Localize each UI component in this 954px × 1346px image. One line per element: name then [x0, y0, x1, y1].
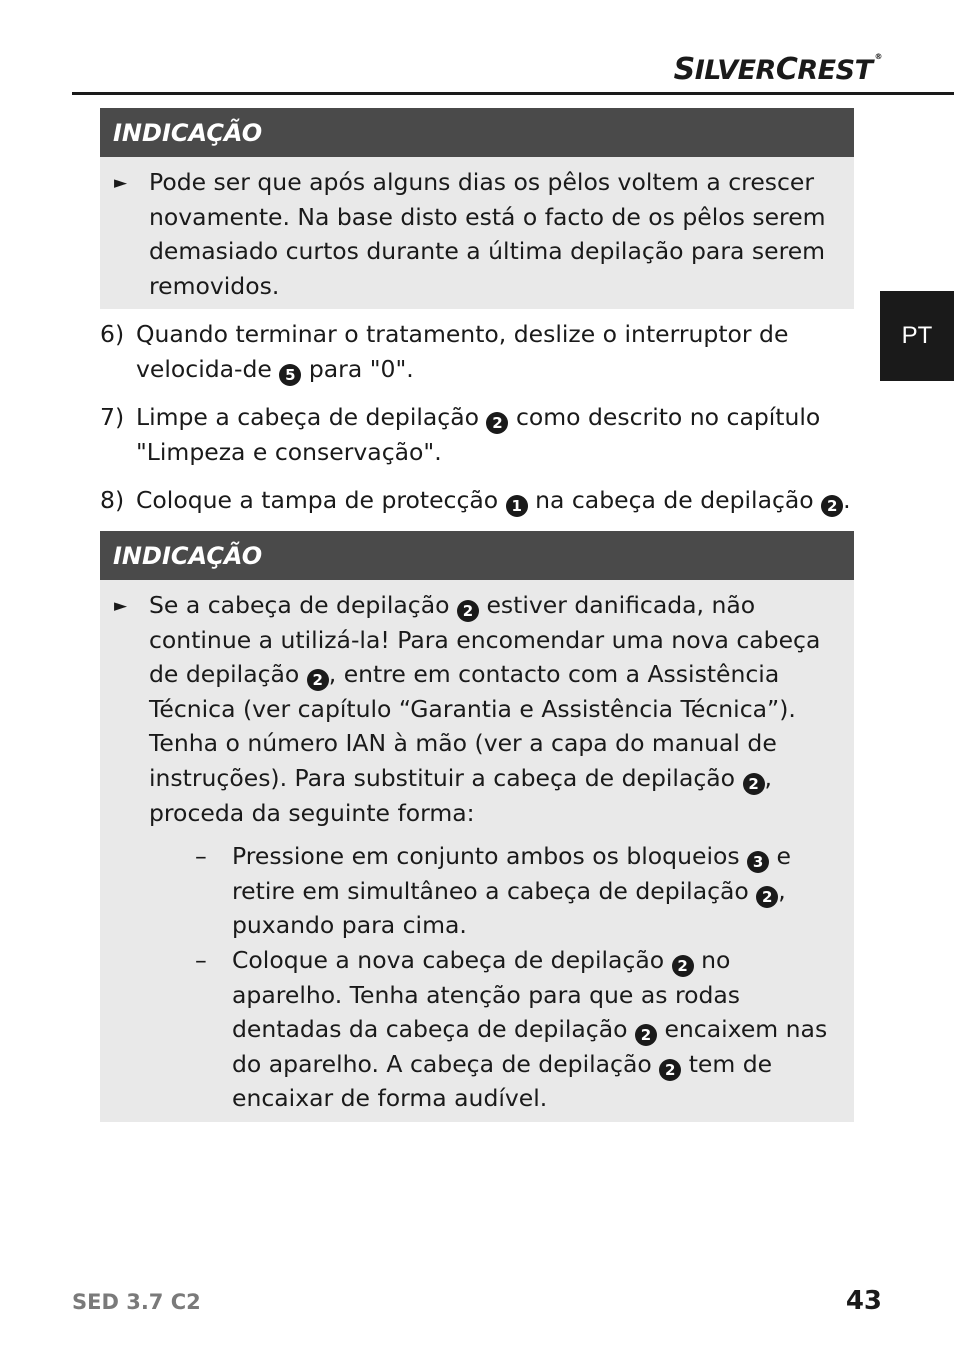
- circled-number-icon: 2: [659, 1059, 681, 1081]
- sub-step-1: [195, 839, 840, 943]
- note-box-2: [100, 531, 854, 1122]
- circled-number-icon: 1: [506, 495, 528, 517]
- note-bullet: [114, 165, 840, 303]
- step-number: 6): [100, 320, 125, 348]
- circled-number-icon: 2: [635, 1024, 657, 1046]
- triangle-bullet-icon: ►: [114, 173, 128, 193]
- note-title: INDICAÇÃO: [100, 108, 854, 157]
- model-number: SED 3.7 C2: [72, 1290, 201, 1314]
- step-number: 7): [100, 403, 125, 431]
- sub-step-text: Coloque a nova cabeça de depilação 2 no aparelho. Tenha atenção para que as rodas dentadas da cabeça de depilação 2 encaixem nas do aparelho. A cabeça de depilação 2 tem de encaixar de forma audível.: [232, 945, 828, 1113]
- note-bullet-text: Se a cabeça de depilação 2 estiver danificada, não continue a utilizá-la! Para encomendar uma nova cabeça de depilação 2 , entre em contacto com a Assistência Técnica (ver capítulo “Garantia e Assistência Técnica”). Tenha o número IAN à mão (ver a capa do manual de instruções). Para substituir a cabeça de depilação 2 , proceda da seguinte forma:: [149, 591, 821, 827]
- circled-number-icon: 2: [756, 886, 778, 908]
- header-rule: [72, 92, 954, 95]
- circled-number-icon: 2: [486, 412, 508, 434]
- step-7: [100, 400, 860, 469]
- circled-number-icon: 2: [457, 600, 479, 622]
- sub-step-text: Pressione em conjunto ambos os bloqueios 3 e retire em simultâneo a cabeça de depilação 2 , puxando para cima.: [232, 842, 792, 940]
- step-text: Quando terminar o tratamento, deslize o interruptor de velocida-de 5 para "0".: [136, 320, 789, 384]
- note-title: INDICAÇÃO: [100, 531, 854, 580]
- note-box-1: [100, 108, 854, 309]
- dash-bullet: –: [195, 945, 207, 974]
- circled-number-icon: 2: [821, 495, 843, 517]
- dash-bullet: –: [195, 842, 207, 871]
- circled-number-icon: 2: [672, 955, 694, 977]
- circled-number-icon: 5: [279, 364, 301, 386]
- step-text: Coloque a tampa de protecção 1 na cabeça de depilação 2 .: [136, 486, 851, 515]
- language-tab: PT: [880, 291, 954, 381]
- step-number: 8): [100, 486, 125, 514]
- sub-step-2: [195, 943, 840, 1116]
- circled-number-icon: 2: [307, 669, 329, 691]
- circled-number-icon: 3: [747, 851, 769, 873]
- triangle-bullet-icon: ►: [114, 596, 128, 616]
- step-8: [100, 483, 860, 518]
- step-6: [100, 317, 860, 386]
- circled-number-icon: 2: [743, 773, 765, 795]
- step-text: Limpe a cabeça de depilação 2 como descrito no capítulo "Limpeza e conservação".: [136, 403, 821, 466]
- brand-logo: SILVERCREST ®: [673, 52, 882, 87]
- note-bullet-text: Pode ser que após alguns dias os pêlos voltem a crescer novamente. Na base disto está o facto de os pêlos serem demasiado curtos durante a última depilação para serem removidos.: [149, 168, 826, 300]
- note-bullet: [114, 588, 840, 830]
- page-number: 43: [845, 1286, 882, 1316]
